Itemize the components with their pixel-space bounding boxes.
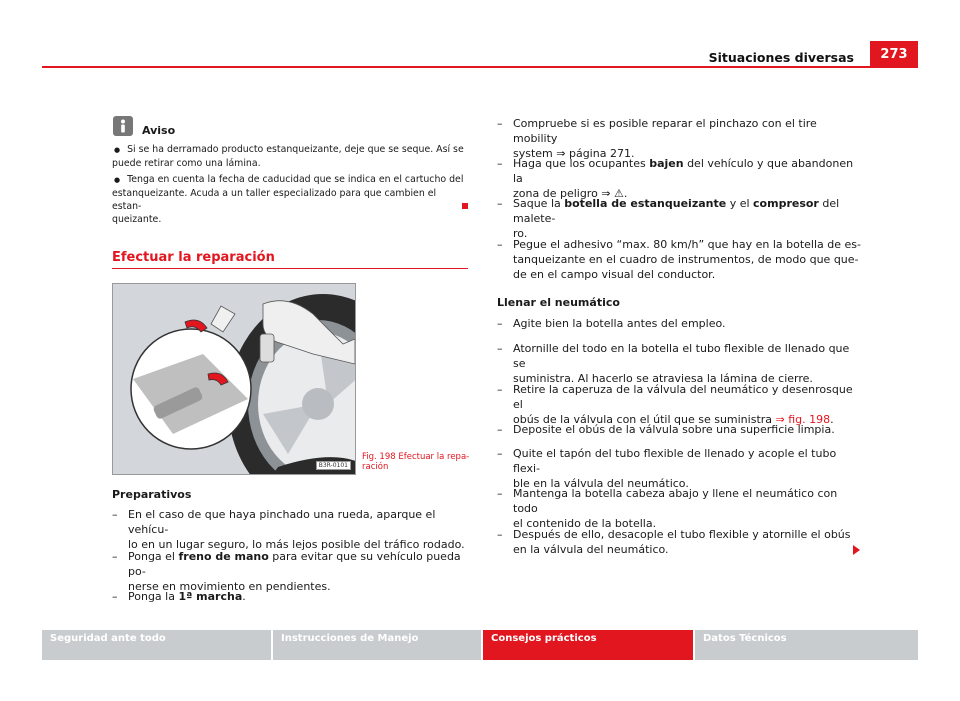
warning-title: Aviso [142, 124, 176, 137]
section-title: Efectuar la reparación [112, 250, 275, 265]
page-header-title: Situaciones diversas [708, 50, 854, 65]
footer-tab-consejos[interactable]: Consejos prácticos [483, 630, 693, 660]
footer-tab-instrucciones[interactable]: Instrucciones de Manejo [273, 630, 481, 660]
continue-arrow-icon [853, 545, 860, 555]
bullet-icon: ● [114, 176, 121, 184]
footer-tab-datos[interactable]: Datos Técnicos [695, 630, 918, 660]
footer-tab-seguridad[interactable]: Seguridad ante todo [42, 630, 271, 660]
fill-heading: Llenar el neumático [497, 296, 620, 309]
warning-icon [113, 116, 133, 136]
figure-caption: Fig. 198 Efectuar la repa- ración [362, 452, 470, 472]
warning-bullet-1: ● Si se ha derramado producto estanqueizante, deje que se seque. Así se puede retirar como una lámina. [112, 144, 464, 169]
figure-code: B3R-0101 [316, 461, 351, 470]
end-mark-icon [462, 203, 468, 209]
preparativos-heading: Preparativos [112, 488, 192, 501]
header-rule [42, 66, 918, 68]
warning-bullet-2: ● Tenga en cuenta la fecha de caducidad que se indica en el cartucho del estanqueizante. Acuda a un taller especializado para que cambien el estan- queizante. [112, 174, 464, 225]
page-number: 273 [870, 41, 918, 68]
section-rule [112, 268, 468, 269]
tire-repair-figure [112, 283, 356, 475]
bullet-icon: ● [114, 146, 121, 154]
figure-link[interactable]: ⇒ fig. 198 [775, 413, 831, 426]
